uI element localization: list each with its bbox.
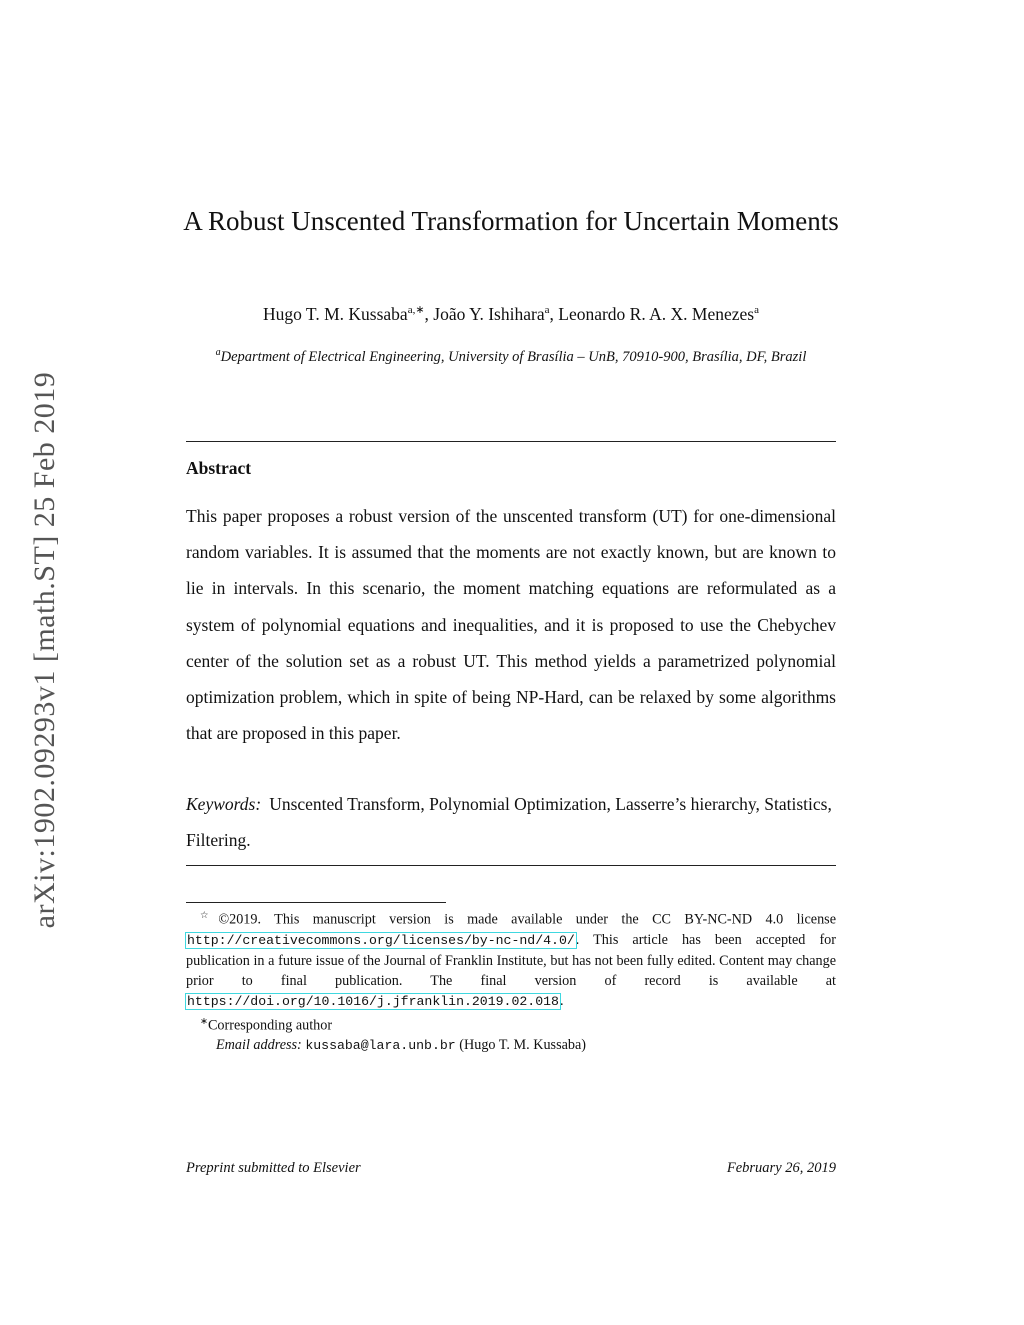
email-address[interactable]: kussaba@lara.unb.br <box>305 1038 456 1054</box>
corresponding-footnote <box>186 1012 836 1036</box>
paper-title: A Robust Unscented Transformation for Uncertain Moments <box>183 206 839 236</box>
arxiv-identifier: arXiv:1902.09293v1 [math.ST] 25 Feb 2019 <box>28 371 61 929</box>
footer-preprint-note: Preprint submitted to Elsevier <box>186 1160 361 1176</box>
author-list: Hugo T. M. Kussaba$^{a,∗}$, João Y. Ishihara$^a$, Leonardo R. A. X. Menezes$^a$ <box>262 303 759 324</box>
arxiv-side-stamp <box>22 340 68 960</box>
license-footnote <box>186 906 836 1012</box>
affiliation <box>180 343 842 367</box>
author-affiliation-mark: a <box>544 304 550 316</box>
keywords-label: Keywords: <box>186 794 262 814</box>
footer-date: February 26, 2019 <box>726 1160 836 1176</box>
affiliation-mark: a <box>215 347 221 358</box>
email-footnote <box>186 1035 836 1056</box>
email-owner: (Hugo T. M. Kussaba) <box>459 1037 587 1054</box>
footnote-rule <box>186 902 446 903</box>
corresponding-mark: ∗ <box>200 1016 208 1027</box>
author-name: Leonardo R. A. X. Menezes <box>558 303 755 324</box>
doi-link[interactable]: https://doi.org/10.1016/j.jfranklin.2019.02.018 <box>187 993 559 1009</box>
author-affiliation-mark: a,∗ <box>407 304 425 316</box>
publication-text: . This article has been accepted for publication in a future issue of the Journal of Franklin Institute, but has not been fully edited. Content may change prior to final publication. The final version of record is available at <box>186 931 836 989</box>
end-period: . <box>559 992 564 1009</box>
license-link[interactable]: http://creativecommons.org/licenses/by-nc-nd/4.0/ <box>187 932 575 948</box>
author-name: Hugo T. M. Kussaba <box>262 303 408 324</box>
abstract-heading: Abstract <box>186 458 252 478</box>
star-mark: ☆ <box>200 911 219 921</box>
author-affiliation-mark: a <box>754 304 759 316</box>
email-label: Email address: <box>216 1037 302 1054</box>
corresponding-text: Corresponding author <box>207 1017 333 1034</box>
abstract-body: This paper proposes a robust version of the unscented transform (UT) for one-dimensional random variables. It is assumed that the moments are not exactly known, but are known to lie in intervals. In this scenario, the moment matching equations are reformulated as a system of polynomial equations and inequalities, and it is proposed to use the Chebychev center of the solution set as a robust UT. This method yields a parametrized polynomial optimization problem, which in spite of being NP-Hard, can be relaxed by some algorithms that are proposed in this paper. <box>186 506 836 744</box>
abstract-bottom-rule <box>186 865 836 866</box>
author-name: João Y. Ishihara <box>433 303 545 324</box>
abstract-top-rule <box>186 441 836 442</box>
footnotes <box>186 906 836 1056</box>
keywords <box>186 786 836 858</box>
copyright-text: ©2019. This manuscript version is made available under the CC BY-NC-ND 4.0 license <box>218 911 836 928</box>
affiliation-text: Department of Electrical Engineering, University of Brasília – UnB, 70910-900, Brasília, DF, Brazil <box>220 348 807 365</box>
keywords-text: Unscented Transform, Polynomial Optimization, Lasserre’s hierarchy, Statistics, Filtering. <box>186 794 832 851</box>
